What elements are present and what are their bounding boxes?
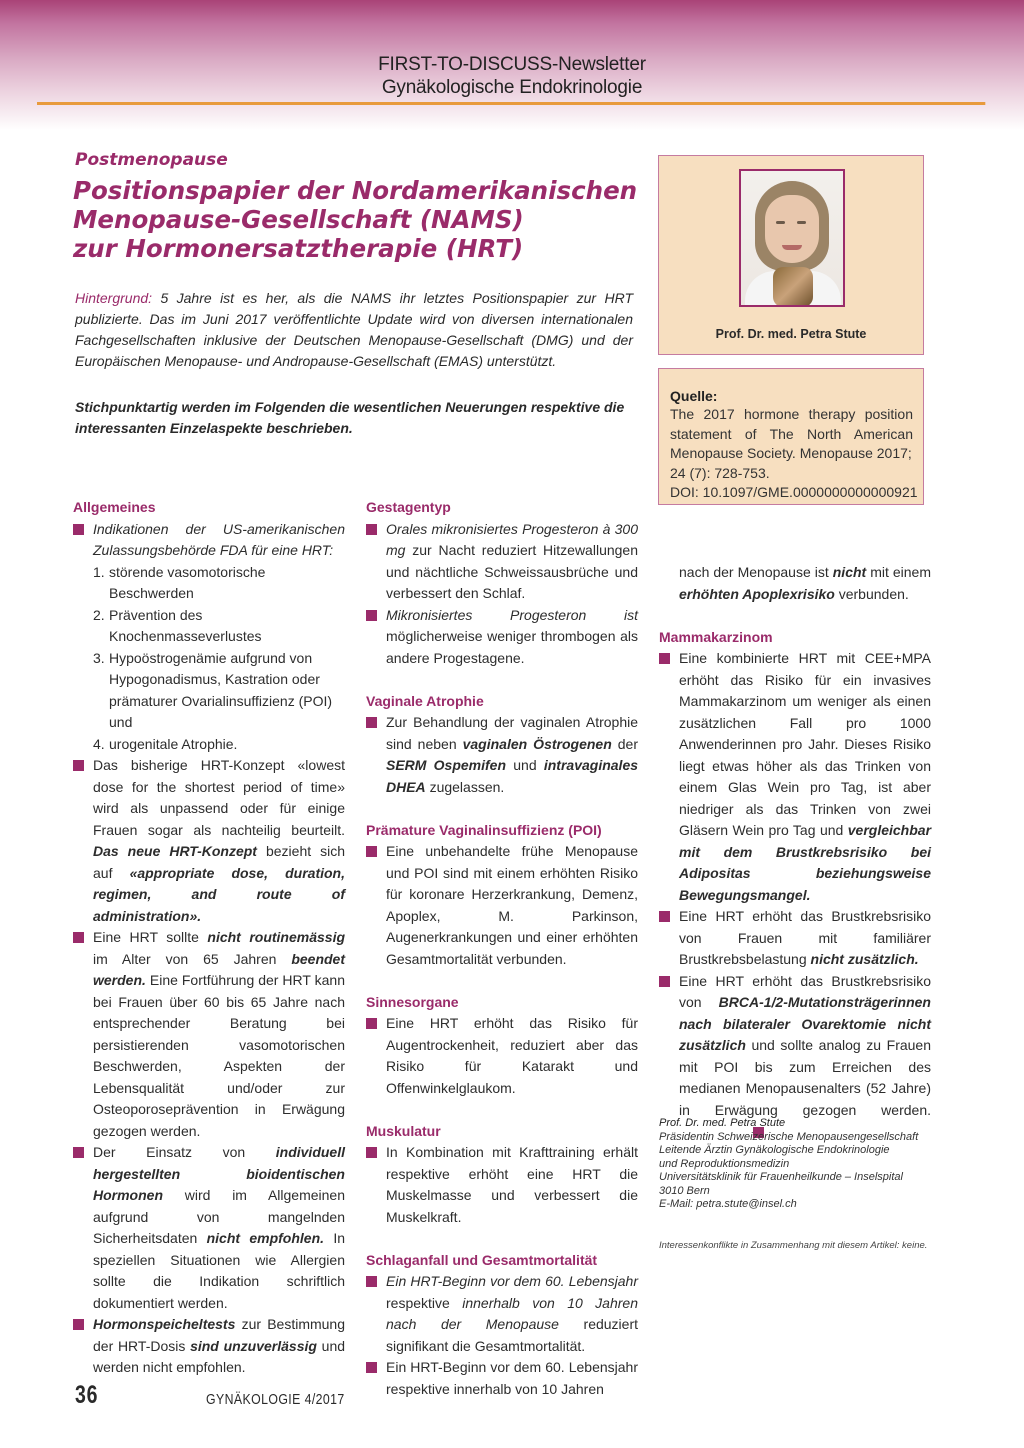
conflict-of-interest: Interessenkonflikte in Zusammenhang mit diesem Artikel: keine. [659,1240,928,1251]
section-heading: Prämature Vaginalinsuffizienz (POI) [366,821,602,838]
bullet-item: Indikationen der US-amerikanischen Zulassungsbehörde FDA für eine HRT: [73,519,345,562]
article-intro [75,288,633,372]
bullet-square-icon [366,1276,377,1287]
author-line: Universitätsklinik für Frauenheilkunde – Inselspital [659,1171,903,1183]
title-line: Positionspapier der Nordamerikanischen [73,176,638,205]
article-title [73,176,643,263]
list-item: 1. störende vasomotorische Beschwerden [93,563,266,601]
bullet-square-icon [366,846,377,857]
bullet-item: Eine HRT erhöht das Brustkrebsrisiko von BRCA-1/2-Mutationsträgerinnen nach bilateraler Ovarektomie nicht zusätzlich und sollte analog zu Frauen mit POI bis zum Erreichen des medianen Menopausenalters (52 Jahre) in Erwägung gezogen werden. [659,971,931,1143]
bullet-item: Der Einsatz von individuell hergestellten bioidentischen Hormonen wird im Allgemeinen aufgrund von mangelnden Sicherheitsdaten nicht empfohlen. In speziellen Situationen wie Allergien sollte die Indikation schriftlich dokumentiert werden. [73,1142,345,1314]
source-label: Quelle: [670,388,718,404]
bullet-square-icon [366,1362,377,1373]
column-1 [73,497,345,1379]
bullet-item: Zur Behandlung der vaginalen Atrophie sind neben vaginalen Östrogenen der SERM Ospemifen und intravaginales DHEA zugelassen. [366,712,638,798]
bullet-square-icon [366,524,377,535]
article-summary: Stichpunktartig werden im Folgenden die wesentlichen Neuerungen respektive die interessanten Einzelaspekte beschrieben. [75,399,625,436]
author-info [659,1117,959,1212]
bullet-item: Eine HRT sollte nicht routinemässig im Alter von 65 Jahren beendet werden. Eine Fortführung der HRT kann bei Frauen über 60 bis 65 Jahre nach entsprechender Beratung bei persistierenden vasomotorischen Beschwerden, Aspekten der Lebensqualität und/oder zur Osteoporoseprävention in Erwägung gezogen werden. [73,927,345,1142]
section-heading: Gestagentyp [366,499,451,515]
title-line: zur Hormonersatztherapie (HRT) [73,234,524,263]
bullet-continuation: nach der Menopause ist nicht mit einem erhöhten Apoplexrisiko verbunden. [679,564,931,602]
bullet-item: Ein HRT-Beginn vor dem 60. Lebensjahr respektive innerhalb von 10 Jahren nach der Menopause reduziert signifikant die Gesamtmortalität. [366,1271,638,1357]
bullet-square-icon [73,1147,84,1158]
author-photo-box [658,155,924,355]
bullet-square-icon [73,932,84,943]
bullet-item: Das bisherige HRT-Konzept «lowest dose for the shortest period of time» wird als unpassend oder für einige Frauen sogar als nachteilig beurteilt. Das neue HRT-Konzept bezieht sich auf «appropriate dose, duration, regimen, and route of administration». [73,755,345,927]
author-line: Leitende Ärztin Gynäkologische Endokrinologie [659,1144,890,1156]
list-item: 2. Prävention des Knochenmasseverlustes [93,606,262,644]
author-line: und Reproduktionsmedizin [659,1157,790,1170]
section-heading: Muskulatur [366,1122,441,1139]
source-line: statement of The North American [670,425,913,442]
list-item: 3. Hypoöstrogenämie aufgrund von Hypogonadismus, Kastration oder prämaturer Ovarialinsuffizienz (POI) und [93,649,333,730]
bullet-square-icon [659,976,670,987]
bullet-square-icon [73,524,84,535]
bullet-item: Ein HRT-Beginn vor dem 60. Lebensjahr respektive innerhalb von 10 Jahren [366,1357,638,1400]
section-heading: Sinnesorgane [366,993,459,1010]
source-citation [670,405,918,503]
author-name: Prof. Dr. med. Petra Stute [659,1117,786,1129]
newsletter-subtitle: Gynäkologische Endokrinologie [381,77,643,98]
source-line: 24 (7): 728-753. [670,464,770,481]
section-heading: Mammakarzinom [659,628,773,645]
bullet-item: Orales mikronisiertes Progesteron à 300 mg zur Nacht reduziert Hitzewallungen und nächtliche Schweissausbrüche und verbessert den Schlaf. [366,519,638,605]
source-line: Menopause Society. Menopause 2017; [670,445,912,461]
page-number: 36 [75,1381,99,1409]
bullet-square-icon [366,717,377,728]
bullet-square-icon [659,911,670,922]
photo-caption: Prof. Dr. med. Petra Stute [715,327,867,341]
bullet-item: Eine kombinierte HRT mit CEE+MPA erhöht das Risiko für ein invasives Mammakarzinom um weniger als einen zusätzlichen Fall pro 1000 Anwenderinnen pro Jahr. Dieses Risiko liegt etwas höher als das Trinken von einem Glas Wein pro Tag, ist aber niedriger als das Trinken von zwei Gläsern Wein pro Tag und vergleichbar mit dem Brustkrebsrisiko bei Adipositas beziehungsweise Bewegungsmangel. [659,648,931,906]
bullet-item: In Kombination mit Krafttraining erhält respektive erhöht eine HRT die Muskelmasse und verbessert die Muskelkraft. [366,1142,638,1228]
numbered-list [73,562,345,756]
column-3 [659,562,931,1143]
bullet-square-icon [73,1319,84,1330]
bullet-square-icon [366,1147,377,1158]
bullet-item: Eine HRT erhöht das Brustkrebsrisiko von Frauen mit familiärer Brustkrebsbelastung nicht zusätzlich. [659,906,931,971]
bullet-square-icon [73,760,84,771]
section-heading: Allgemeines [73,499,156,515]
section-heading: Vaginale Atrophie [366,692,484,709]
bullet-square-icon [659,653,670,664]
bullet-square-icon [366,1018,377,1029]
column-2 [366,497,638,1400]
bullet-item: Eine unbehandelte frühe Menopause und POI sind mit einem erhöhten Risiko für koronare Herzerkrankung, Demenz, Apoplex, M. Parkinson, Augenerkrankungen und einer erhöhten Gesamtmortalität verbunden. [366,841,638,970]
source-doi: DOI: 10.1097/GME.0000000000000921 [670,484,918,500]
author-email: E-Mail: petra.stute@insel.ch [659,1198,797,1210]
newsletter-title: FIRST-TO-DISCUSS-Newsletter [378,54,646,75]
intro-label: Hintergrund: [75,290,153,306]
title-line: Menopause-Gesellschaft (NAMS) [73,205,524,234]
article-kicker: Postmenopause [75,150,228,170]
source-box [658,368,924,505]
header-rule [37,102,985,105]
author-photo [739,169,845,307]
bullet-item: Hormonspeicheltests zur Bestimmung der HRT-Dosis sind unzuverlässig und werden nicht empfohlen. [73,1314,345,1379]
author-line: 3010 Bern [659,1184,710,1197]
list-item: 4. urogenitale Atrophie. [93,735,238,752]
journal-issue: GYNÄKOLOGIE 4/2017 [206,1391,345,1408]
bullet-item: Eine HRT erhöht das Risiko für Augentrockenheit, reduziert aber das Risiko für Katarakt und Offenwinkelglaukom. [366,1013,638,1099]
author-line: Präsidentin Schweizerische Menopausengesellschaft [659,1130,919,1143]
intro-text: 5 Jahre ist es her, als die NAMS ihr letztes Positionspapier zur HRT publizierte. Das im Juni 2017 veröffentlichte Update wird von diversen internationalen Fachgesellschaften inklusive der Deutschen Menopause-Gesellschaft (DMG) und der Europäischen Menopause- und Andropause-Gesellschaft (EMAS) unterstützt. [75,290,633,369]
section-heading: Schlaganfall und Gesamtmortalität [366,1251,598,1268]
source-line: The 2017 hormone therapy position [670,406,913,422]
bullet-square-icon [366,610,377,621]
bullet-item: Mikronisiertes Progesteron ist möglicherweise weniger thrombogen als andere Progestagene. [366,605,638,670]
